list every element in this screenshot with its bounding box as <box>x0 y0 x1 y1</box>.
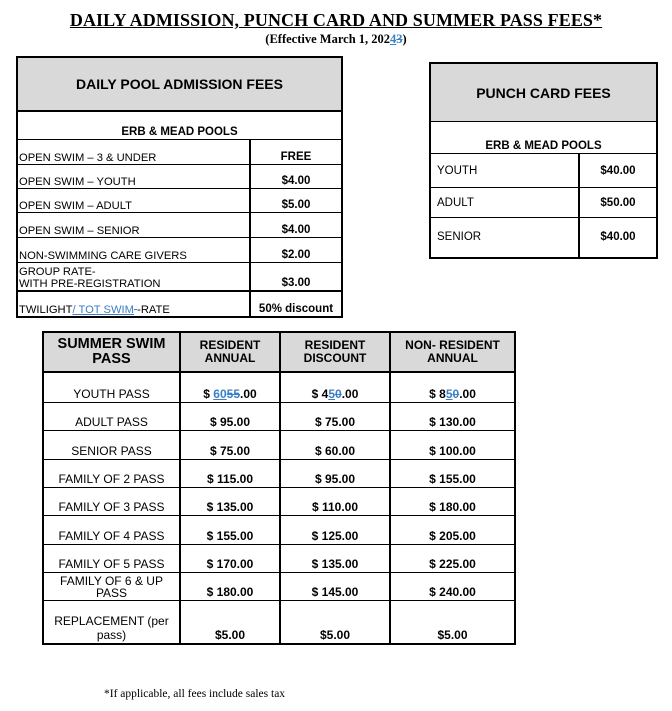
page-title: DAILY ADMISSION, PUNCH CARD AND SUMMER PASS FEES* <box>69 10 603 30</box>
resident-discount: $ 75.00 <box>280 402 390 430</box>
inserted-text: 4 <box>390 32 397 46</box>
fee-label: OPEN SWIM – YOUTH <box>17 165 250 189</box>
table-row <box>43 515 515 544</box>
table-row <box>43 430 515 459</box>
resident-discount: $ 450.00 <box>280 372 390 402</box>
resident-annual: $ 6055.00 <box>180 372 280 402</box>
nonresident-annual: $5.00 <box>437 628 468 642</box>
table-row <box>17 238 342 263</box>
nonresident-annual: $ 130.00 <box>390 402 515 430</box>
table-row <box>430 154 657 188</box>
table-row <box>430 188 657 218</box>
table-row <box>43 372 515 402</box>
resident-annual: $ 135.00 <box>180 487 280 515</box>
table-row <box>17 189 342 213</box>
header-row <box>43 332 515 372</box>
resident-discount: $ 135.00 <box>280 544 390 572</box>
fee-value: $50.00 <box>579 188 657 218</box>
table-row <box>43 544 515 572</box>
fee-value: 50% discount <box>258 302 334 315</box>
fee-value: $40.00 <box>600 231 636 244</box>
daily-admission-table <box>16 56 343 318</box>
table-row <box>43 459 515 487</box>
table-row <box>43 572 515 600</box>
deleted-text: 0 <box>452 386 460 401</box>
resident-discount: $ 110.00 <box>280 487 390 515</box>
column-header: RESIDENT DISCOUNT <box>280 332 390 372</box>
fee-label: OPEN SWIM – 3 & UNDER <box>17 140 250 165</box>
resident-discount: $5.00 <box>280 600 390 644</box>
column-header: RESIDENT ANNUAL <box>180 332 280 372</box>
fee-value: FREE <box>250 140 342 165</box>
fee-label: TWILIGHT/ TOT SWIM -RATE <box>17 291 250 317</box>
footnote: *If applicable, all fees include sales tax <box>104 688 286 700</box>
fee-label: YOUTH <box>430 154 579 188</box>
inserted-text: 60 <box>213 386 227 401</box>
pass-name: FAMILY OF 2 PASS <box>43 459 180 487</box>
resident-annual: $ 155.00 <box>180 515 280 544</box>
table-row <box>17 263 342 291</box>
resident-annual: $ 115.00 <box>180 459 280 487</box>
table-row <box>43 402 515 430</box>
fee-value: $3.00 <box>250 263 342 291</box>
table-row <box>17 140 342 165</box>
nonresident-annual: $ 180.00 <box>390 487 515 515</box>
inserted-text: 5 <box>328 386 335 401</box>
nonresident-annual: $ 850.00 <box>390 372 515 402</box>
fee-value: $2.00 <box>250 238 342 263</box>
table-row <box>17 291 342 317</box>
daily-table-title: DAILY POOL ADMISSION FEES <box>17 57 342 111</box>
pass-name: REPLACEMENT (per pass) <box>43 600 180 644</box>
resident-discount: $ 125.00 <box>280 515 390 544</box>
pass-name: SENIOR PASS <box>43 430 180 459</box>
resident-discount: $ 95.00 <box>280 459 390 487</box>
summer-pass-table <box>42 331 516 645</box>
effective-date: (Effective March 1, 20243) <box>265 32 407 46</box>
pass-name: ADULT PASS <box>43 402 180 430</box>
deleted-text: 55 <box>226 386 241 401</box>
pass-name: FAMILY OF 6 & UP PASS <box>43 572 180 600</box>
inserted-text: / TOT SWIM <box>72 303 134 316</box>
column-header: NON- RESIDENT ANNUAL <box>390 332 515 372</box>
nonresident-annual: $ 240.00 <box>390 572 515 600</box>
resident-discount: $ 145.00 <box>280 572 390 600</box>
resident-annual: $ 180.00 <box>180 572 280 600</box>
resident-annual: $ 170.00 <box>180 544 280 572</box>
fee-label: NON-SWIMMING CARE GIVERS <box>17 238 250 263</box>
resident-discount: $ 60.00 <box>280 430 390 459</box>
fee-value: $40.00 <box>579 154 657 188</box>
punch-table-subtitle: ERB & MEAD POOLS <box>430 122 657 154</box>
pass-name: FAMILY OF 5 PASS <box>43 544 180 572</box>
resident-annual: $ 75.00 <box>180 430 280 459</box>
nonresident-annual: $ 100.00 <box>390 430 515 459</box>
punch-table-title: PUNCH CARD FEES <box>430 63 657 122</box>
fee-label: OPEN SWIM – ADULT <box>17 189 250 213</box>
fee-label: OPEN SWIM – SENIOR <box>17 213 250 238</box>
fee-label: GROUP RATE- WITH PRE-REGISTRATION <box>17 263 250 291</box>
resident-annual: $ 95.00 <box>180 402 280 430</box>
nonresident-annual: $ 225.00 <box>390 544 515 572</box>
table-row <box>43 487 515 515</box>
deleted-text: 3 <box>396 32 403 46</box>
fee-label: ADULT <box>430 188 579 218</box>
nonresident-annual: $ 205.00 <box>390 515 515 544</box>
deleted-text: 0 <box>335 386 342 401</box>
daily-table-subtitle: ERB & MEAD POOLS <box>17 111 342 140</box>
fee-value: $4.00 <box>250 213 342 238</box>
table-row <box>17 213 342 238</box>
table-row <box>17 165 342 189</box>
nonresident-annual: $ 155.00 <box>390 459 515 487</box>
fee-value: $5.00 <box>250 189 342 213</box>
column-header: SUMMER SWIM PASS <box>43 332 180 372</box>
pass-name: FAMILY OF 3 PASS <box>43 487 180 515</box>
fee-value: $4.00 <box>250 165 342 189</box>
resident-annual: $5.00 <box>180 600 280 644</box>
pass-name: FAMILY OF 4 PASS <box>43 515 180 544</box>
table-row <box>43 600 515 644</box>
table-row <box>430 218 657 258</box>
punch-card-table <box>429 62 658 259</box>
pass-name: YOUTH PASS <box>43 372 180 402</box>
inserted-text: 5 <box>445 386 453 401</box>
fee-label: SENIOR <box>430 218 579 258</box>
